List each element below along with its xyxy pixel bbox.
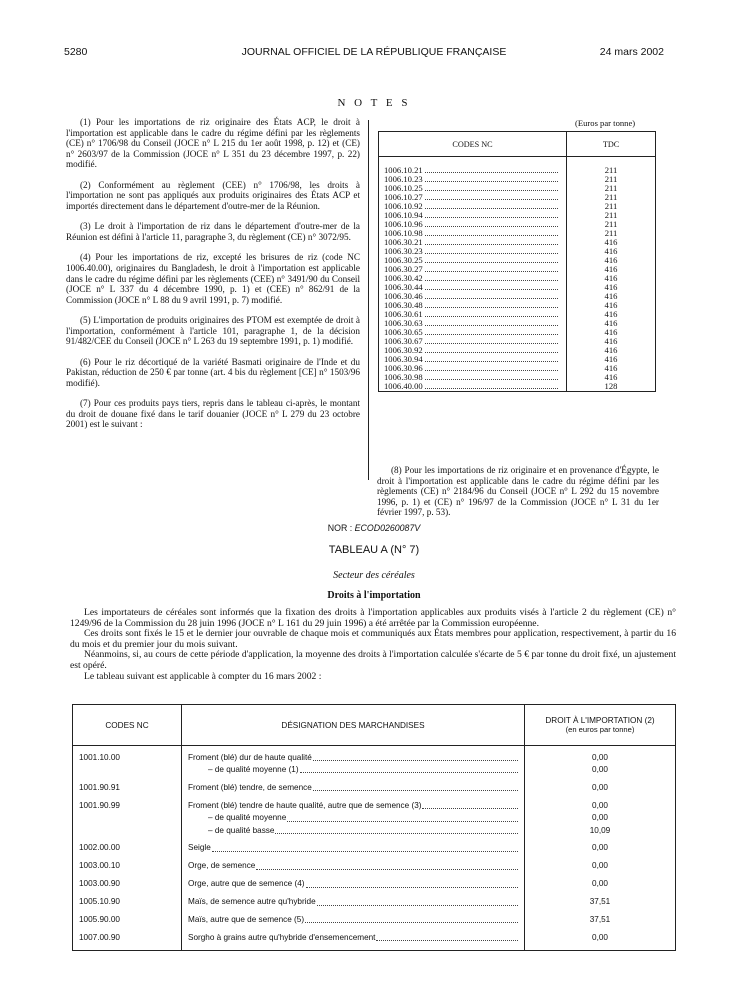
table-row: [73, 860, 676, 872]
cereal-duty-value: 0,00: [525, 932, 676, 944]
cereal-table-body: [73, 746, 676, 951]
rice-code: 1006.10.98: [384, 228, 423, 238]
dot-leader: [256, 860, 518, 869]
rice-col-tdc: TDC: [567, 132, 656, 157]
cereal-duty-value: 0,00: [525, 860, 676, 872]
dot-leader: [425, 364, 558, 371]
cereal-col-droit-unit: (en euros par tonne): [565, 725, 635, 734]
dot-leader: [425, 211, 558, 218]
rice-code: 1006.30.42: [384, 273, 423, 283]
rice-tdc-value: 416: [567, 256, 656, 265]
dot-leader: [425, 292, 558, 299]
rice-code: 1006.10.27: [384, 192, 423, 202]
rice-code: 1006.30.46: [384, 291, 423, 301]
rice-tdc-value: 416: [567, 319, 656, 328]
cereal-code: 1003.00.10: [73, 860, 182, 872]
cereal-designation: Orge, autre que de semence (4): [188, 879, 305, 889]
cereal-col-droit: [525, 705, 676, 746]
dot-leader: [425, 283, 558, 290]
rice-tdc-value: 416: [567, 346, 656, 355]
spacer-cell: [525, 944, 676, 951]
dot-leader: [425, 265, 558, 272]
dot-leader: [425, 346, 558, 353]
body-paragraph: Néanmoins, si, au cours de cette période d'application, la moyenne des droits à l'importation calculée s'écarte de 5 € par tonne du droit fixé, un ajustement est opéré.: [70, 649, 676, 671]
rice-tdc-value: 416: [567, 328, 656, 337]
cereal-code: 1001.90.99: [73, 800, 182, 812]
dot-leader: [287, 812, 518, 821]
rice-tdc-value: 416: [567, 301, 656, 310]
notes-column: [66, 117, 360, 440]
rice-tdc-value: 211: [567, 193, 656, 202]
cereal-designation-cell: [182, 878, 525, 890]
rice-tdc-value: 416: [567, 265, 656, 274]
row-spacer: [73, 944, 676, 951]
cereal-code: 1005.10.90: [73, 896, 182, 908]
cereal-code: 1001.10.00: [73, 752, 182, 764]
dot-leader: [300, 764, 518, 773]
rice-tdc-value: 416: [567, 238, 656, 247]
cereal-designation: Orge, de semence: [188, 861, 256, 871]
table-row: [73, 932, 676, 944]
nor-code: ECOD0260087V: [354, 523, 421, 533]
tableau-title: TABLEAU A (N° 7): [328, 544, 420, 556]
cereal-duty-value: 0,00: [525, 812, 676, 824]
cereal-designation: Froment (blé) tendre, de semence: [188, 782, 312, 792]
rice-tdc-value: 211: [567, 184, 656, 193]
rice-table-body: [379, 157, 656, 392]
cereal-designation: Froment (blé) dur de haute qualité: [188, 752, 312, 762]
table-row: [73, 842, 676, 854]
cereal-duty-value: 0,00: [525, 782, 676, 794]
dot-leader: [425, 238, 558, 245]
cereal-designation: Maïs, autre que de semence (5): [188, 915, 305, 925]
cereal-duty-value: 37,51: [525, 896, 676, 908]
cereal-designation: – de qualité moyenne: [208, 813, 287, 823]
dot-leader: [275, 825, 518, 834]
cereal-designation: Seigle: [188, 843, 211, 853]
dot-leader: [425, 274, 558, 281]
spacer-cell: [73, 944, 182, 951]
note-paragraph: (3) Le droit à l'importation de riz dans le département d'outre-mer de la Réunion est défini à l'article 11, paragraphe 3, du règlement (CE) n° 3072/95.: [66, 221, 360, 242]
rice-code: 1006.10.23: [384, 174, 423, 184]
cereal-designation-cell: [182, 932, 525, 944]
cereal-code: 1003.00.90: [73, 878, 182, 890]
rice-tdc-value: 211: [567, 202, 656, 211]
dot-leader: [425, 202, 558, 209]
rice-tdc-value: 211: [567, 220, 656, 229]
cereal-code: [73, 764, 182, 776]
rice-tdc-value: 211: [567, 166, 656, 175]
rice-code: 1006.30.48: [384, 300, 423, 310]
cereal-designation: Froment (blé) tendre de haute qualité, autre que de semence (3): [188, 800, 422, 810]
rice-tdc-value: 128: [567, 382, 656, 392]
rice-tdc-value: 416: [567, 283, 656, 292]
rice-code: 1006.30.21: [384, 237, 423, 247]
cereal-designation-cell: [182, 842, 525, 854]
dot-leader: [425, 184, 558, 191]
cereal-duty-value: 0,00: [525, 752, 676, 764]
rice-tdc-value: 416: [567, 364, 656, 373]
sector-subtitle: Secteur des céréales: [333, 570, 415, 581]
dot-leader: [425, 382, 558, 389]
dot-leader: [305, 914, 518, 923]
rice-code: 1006.30.65: [384, 327, 423, 337]
cereal-col-designation: DÉSIGNATION DES MARCHANDISES: [182, 705, 525, 746]
cereal-designation: Maïs, de semence autre qu'hybride: [188, 897, 316, 907]
dot-leader: [313, 782, 518, 791]
spacer-cell: [182, 944, 525, 951]
dot-leader: [212, 842, 518, 851]
rice-code: 1006.30.23: [384, 246, 423, 256]
body-paragraph: Ces droits sont fixés le 15 et le dernier jour ouvrable de chaque mois et communiqués aux États membres pour application, respectivement, à partir du 16 du mois et du premier jour du mois suivant.: [70, 628, 676, 650]
cereal-import-duty-table: [72, 704, 676, 951]
rice-tdc-value: 416: [567, 247, 656, 256]
rice-code: 1006.30.94: [384, 354, 423, 364]
nor-label: NOR :: [327, 523, 355, 533]
dot-leader: [376, 932, 518, 941]
dot-leader: [422, 800, 518, 809]
table-row: [73, 752, 676, 764]
dot-leader: [425, 301, 558, 308]
rice-col-codes: CODES NC: [379, 132, 567, 157]
rice-table-unit: (Euros par tonne): [575, 118, 636, 128]
cereal-designation-cell: [182, 825, 525, 837]
dot-leader: [306, 878, 518, 887]
tableau-body-text: [70, 608, 676, 682]
cereal-designation-cell: [182, 812, 525, 824]
table-row: [73, 764, 676, 776]
body-paragraph: Le tableau suivant est applicable à compter du 16 mars 2002 :: [84, 670, 322, 682]
note-paragraph: (4) Pour les importations de riz, excepté les brisures de riz (code NC 1006.40.00), originaires du Bangladesh, le droit à l'importation est applicable dans le cadre du régime défini par les règlements (CEE) n° 3491/90 du Conseil (JOCE n° L 337 du 4 décembre 1990, p. 1) et (CEE) n° 862/91 de la Commission (JOCE n° L 88 du 9 avril 1991, p. 7) modifié.: [66, 252, 360, 305]
dot-leader: [425, 337, 558, 344]
rice-code: 1006.10.25: [384, 183, 423, 193]
rice-tdc-value: 211: [567, 211, 656, 220]
cereal-designation-cell: [182, 860, 525, 872]
cereal-designation-cell: [182, 914, 525, 926]
dot-leader: [425, 373, 558, 380]
rice-tdc-value: 416: [567, 337, 656, 346]
notes-title: N O T E S: [337, 97, 411, 109]
note-paragraph: (1) Pour les importations de riz originaire des États ACP, le droit à l'importation est applicable dans le cadre du régime défini par les règlements (CE) n° 1706/98 du Conseil (JOCE n° L 215 du 1er août 1998, p. 12) et (CE) n° 2603/97 de la Commission (JOCE n° L 351 du 23 décembre 1997, p. 22) modifié.: [66, 117, 360, 170]
note-paragraph-8: (8) Pour les importations de riz originaire et en provenance d'Égypte, le droit à l'importation est applicable dans le cadre du régime défini par les règlements (CE) n° 2184/96 du Conseil (JOCE n° L 292 du 15 novembre 1996, p. 1) et (CE) n° 196/97 de la Commission (JOCE n° L 31 du 1er février 1997, p. 53).: [377, 465, 659, 518]
rice-code: 1006.10.96: [384, 219, 423, 229]
dot-leader: [425, 310, 558, 317]
cereal-code: [73, 825, 182, 837]
cereal-col-droit-label: DROIT À L'IMPORTATION (2): [545, 716, 655, 725]
rice-code: 1006.10.92: [384, 201, 423, 211]
note-paragraph: (7) Pour ces produits pays tiers, repris dans le tableau ci-après, le montant du droit de douane fixé dans le tarif douanier (JOCE n° L 279 du 23 octobre 2001) est le suivant :: [66, 398, 360, 430]
rice-code: 1006.30.44: [384, 282, 423, 292]
cereal-duty-value: 0,00: [525, 842, 676, 854]
rice-code: 1006.30.27: [384, 264, 423, 274]
dot-leader: [317, 896, 518, 905]
cereal-col-codes: CODES NC: [73, 705, 182, 746]
table-row: [73, 812, 676, 824]
table-row: [73, 896, 676, 908]
cereal-code: 1005.90.00: [73, 914, 182, 926]
cereal-duty-value: 0,00: [525, 878, 676, 890]
cereal-designation: – de qualité moyenne (1): [208, 764, 299, 774]
rice-code: 1006.10.94: [384, 210, 423, 220]
cereal-code: 1007.00.90: [73, 932, 182, 944]
rice-code: 1006.30.25: [384, 255, 423, 265]
dot-leader: [425, 256, 558, 263]
cereal-duty-value: 10,09: [525, 825, 676, 837]
rice-tdc-value: 211: [567, 229, 656, 238]
table-row: [73, 800, 676, 812]
rice-code: 1006.30.98: [384, 372, 423, 382]
rice-tdc-value: 416: [567, 310, 656, 319]
rice-tdc-value: 416: [567, 373, 656, 382]
section-heading: Droits à l'importation: [327, 590, 421, 601]
note-paragraph: (6) Pour le riz décortiqué de la variété Basmati originaire de l'Inde et du Pakistan, réduction de 250 € par tonne (art. 4 bis du règlement [CE] n° 1503/96 modifié).: [66, 356, 360, 388]
dot-leader: [425, 175, 558, 182]
column-divider: [368, 120, 369, 480]
table-row: [73, 825, 676, 837]
rice-code: 1006.30.67: [384, 336, 423, 346]
cereal-duty-value: 37,51: [525, 914, 676, 926]
cereal-designation-cell: [182, 752, 525, 764]
nor-reference: [0, 523, 748, 533]
rice-code: 1006.30.96: [384, 363, 423, 373]
cereal-designation-cell: [182, 896, 525, 908]
rice-tariff-table: [378, 131, 656, 392]
cereal-designation: Sorgho à grains autre qu'hybride d'ensemencement: [188, 932, 376, 942]
cereal-code: 1002.00.00: [73, 842, 182, 854]
cereal-duty-value: 0,00: [525, 764, 676, 776]
table-row: [73, 914, 676, 926]
issue-date: 24 mars 2002: [599, 46, 664, 58]
dot-leader: [313, 752, 518, 761]
rice-code: 1006.30.92: [384, 345, 423, 355]
rice-tdc-value: 416: [567, 274, 656, 283]
dot-leader: [425, 229, 558, 236]
dot-leader: [425, 247, 558, 254]
rice-tdc-value: 416: [567, 292, 656, 301]
journal-title: JOURNAL OFFICIEL DE LA RÉPUBLIQUE FRANÇAISE: [241, 46, 507, 58]
rice-code: 1006.30.63: [384, 318, 423, 328]
dot-leader: [425, 319, 558, 326]
cereal-designation-cell: [182, 764, 525, 776]
note-paragraph: (5) L'importation de produits originaires des PTOM est exemptée de droit à l'importation, conformément à l'article 101, paragraphe 1, de la décision 91/482/CEE du Conseil (JOCE n° L 263 du 19 septembre 1991, p. 1) modifié.: [66, 315, 360, 347]
table-row: [379, 382, 656, 392]
cereal-code: [73, 812, 182, 824]
table-row: [73, 782, 676, 794]
cereal-designation: – de qualité basse: [208, 825, 275, 835]
dot-leader: [425, 166, 558, 173]
dot-leader: [425, 328, 558, 335]
rice-code: 1006.30.61: [384, 309, 423, 319]
cereal-code: 1001.90.91: [73, 782, 182, 794]
dot-leader: [425, 355, 558, 362]
dot-leader: [425, 220, 558, 227]
dot-leader: [425, 193, 558, 200]
rice-code: 1006.10.21: [384, 165, 423, 175]
page-number: 5280: [64, 46, 88, 58]
cereal-duty-value: 0,00: [525, 800, 676, 812]
rice-tdc-value: 416: [567, 355, 656, 364]
cereal-designation-cell: [182, 782, 525, 794]
body-paragraph: Les importateurs de céréales sont informés que la fixation des droits à l'importation applicables aux produits visés à l'article 2 du règlement (CE) n° 1249/96 de la Commission du 28 juin 1996 (JOCE n° L 161 du 29 juin 1996) a été arrêtée par la Commission européenne.: [70, 607, 676, 629]
rice-tdc-value: 211: [567, 175, 656, 184]
note-paragraph: (2) Conformément au règlement (CEE) n° 1706/98, les droits à l'importation ne sont pas appliqués aux produits originaires des États ACP et importés directement dans le département d'outre-mer de la Réunion.: [66, 179, 360, 211]
table-row: [73, 878, 676, 890]
cereal-designation-cell: [182, 800, 525, 812]
rice-code: 1006.40.00: [384, 381, 423, 391]
rice-code-cell: [379, 382, 567, 392]
